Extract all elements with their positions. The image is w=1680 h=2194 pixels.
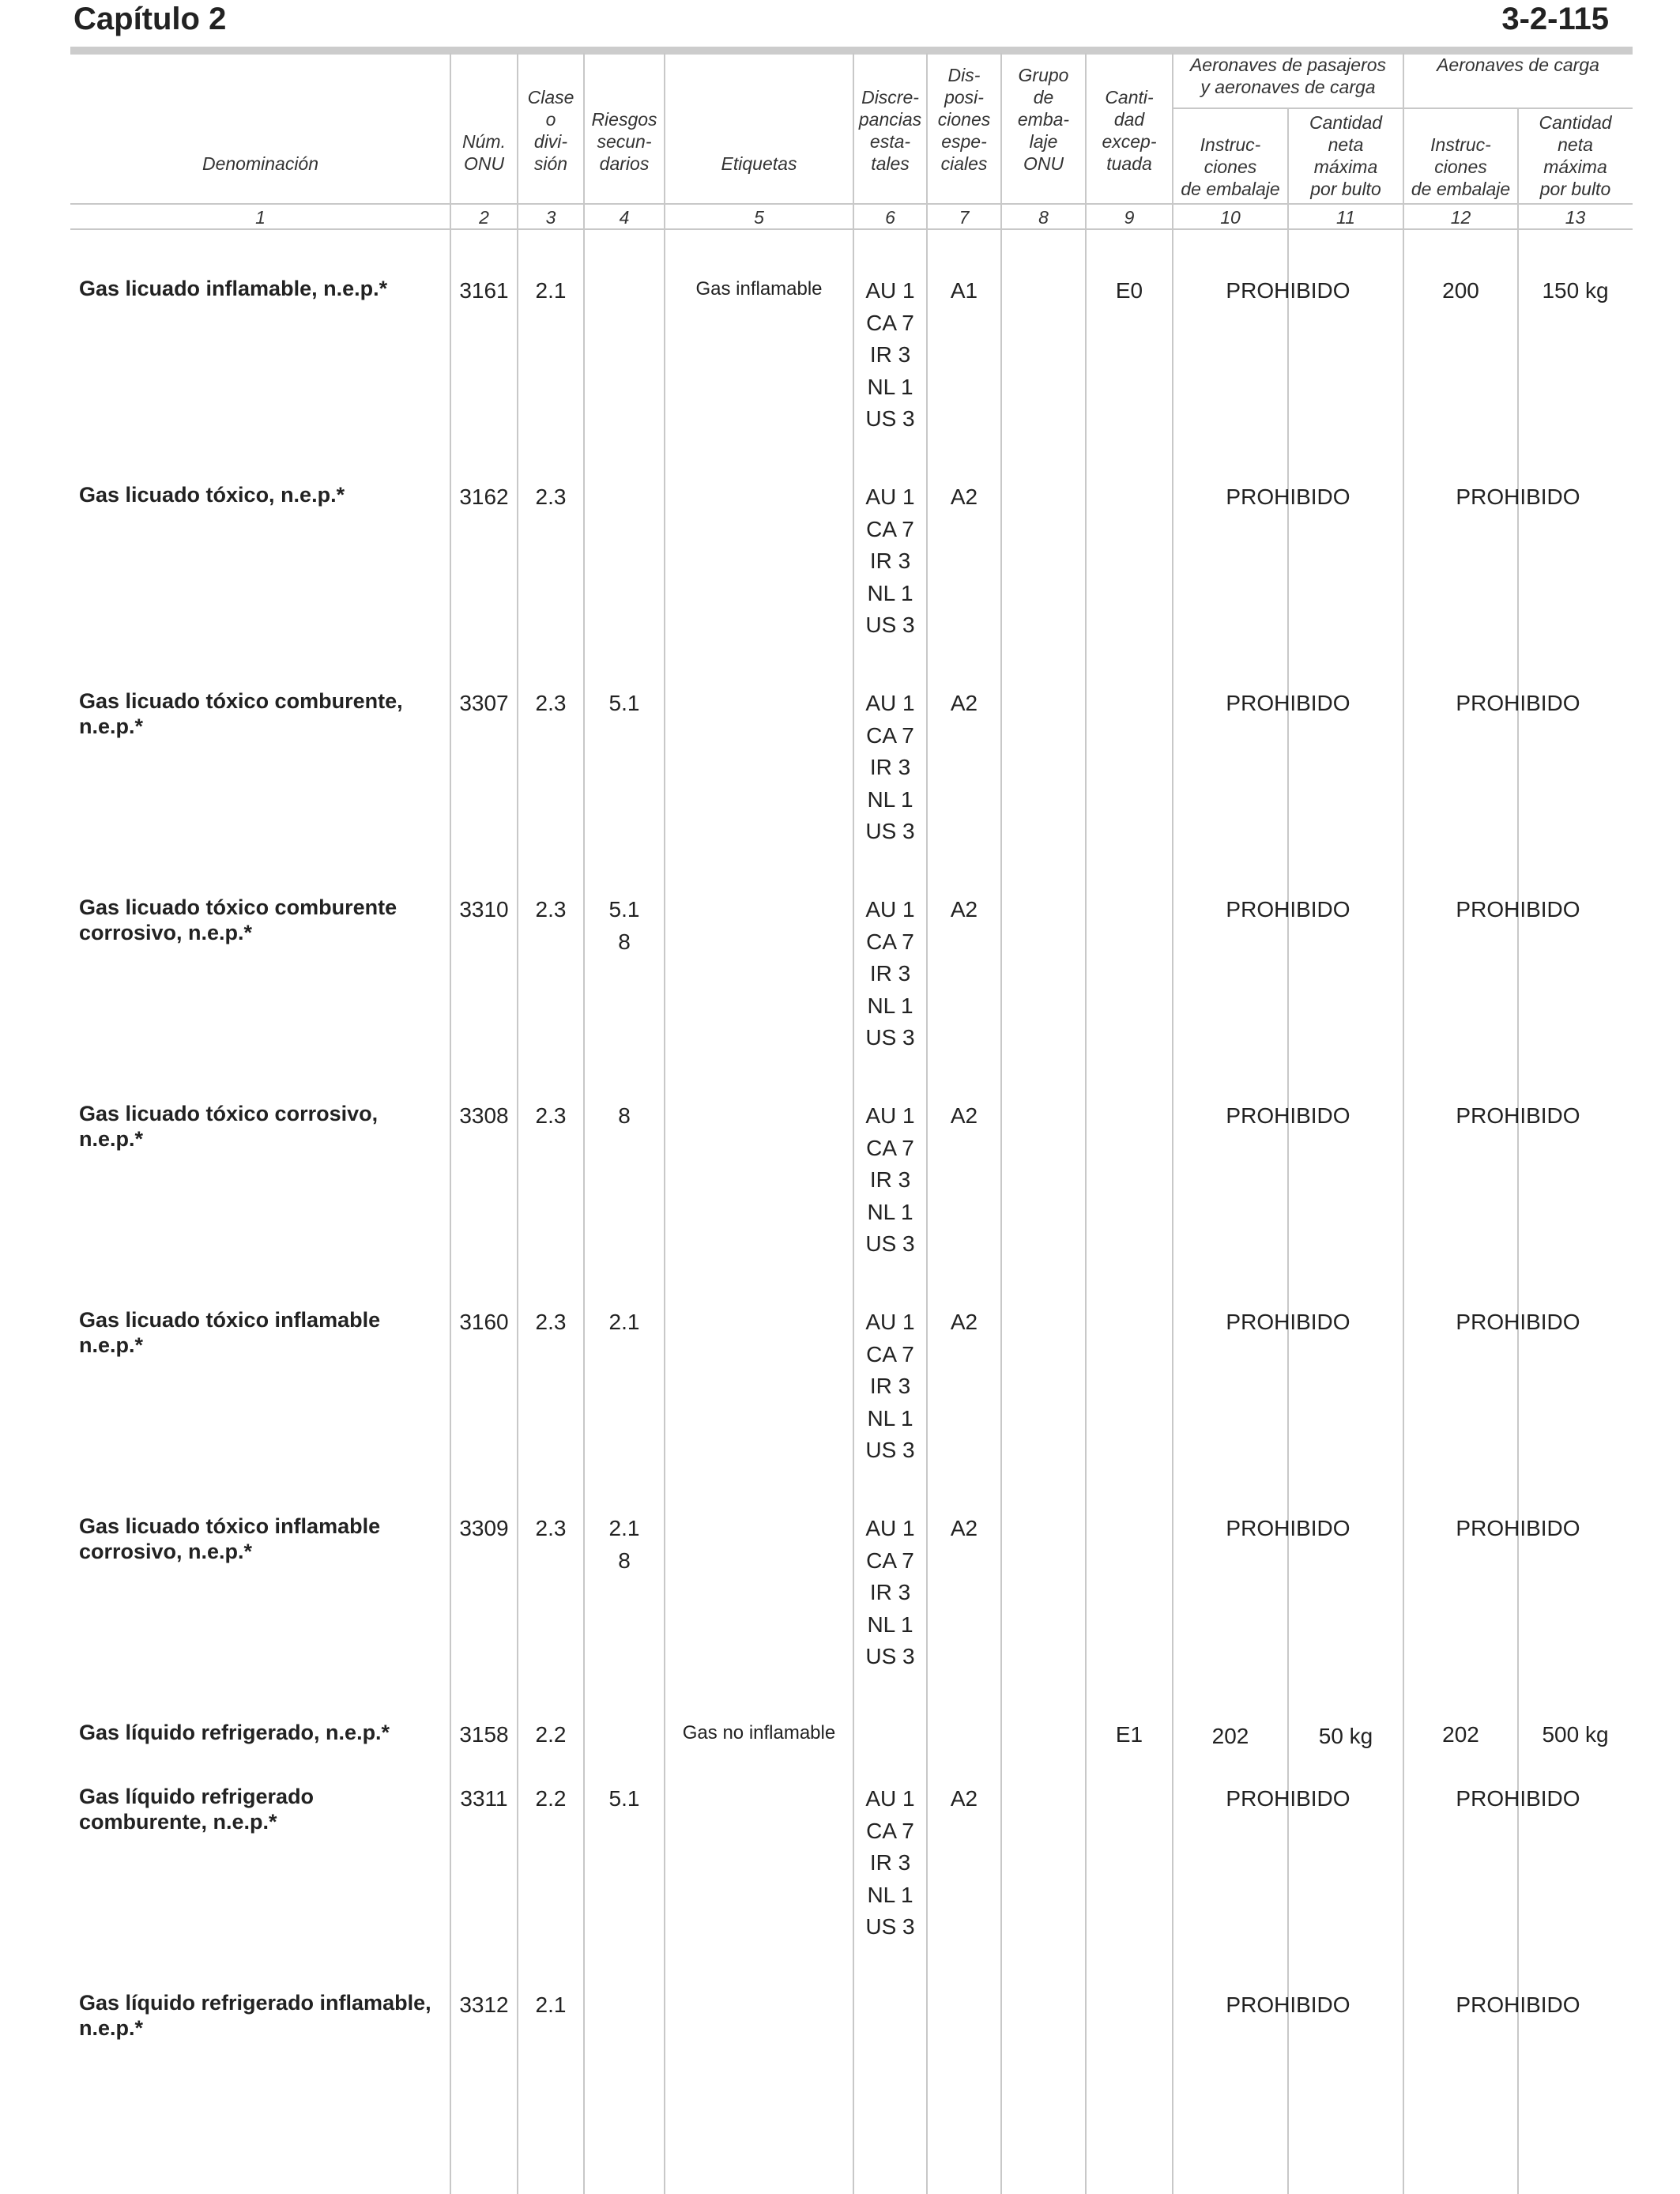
row-cargo-prohibido: PROHIBIDO (1456, 1786, 1580, 1811)
row-discrepancia-item: US 3 (865, 613, 915, 637)
row-discrepancia-item: US 3 (865, 1025, 915, 1050)
row-pax-prohibido: PROHIBIDO (1226, 1310, 1350, 1334)
column-number: 3 (545, 207, 556, 228)
column-divider (1287, 108, 1289, 2194)
column-number: 5 (754, 207, 764, 228)
row-cargo-instrucciones: 200 (1442, 278, 1479, 303)
row-discrepancia-item: AU 1 (865, 1516, 915, 1540)
row-discrepancia-item: US 3 (865, 1914, 915, 1939)
row-riesgos (584, 894, 665, 958)
row-discrepancia-item: US 3 (865, 819, 915, 843)
row-clase: 2.3 (535, 484, 567, 509)
header-instrucciones-cargo-line: Instruc- (1430, 134, 1491, 155)
row-denominacion: Gas licuado inflamable, n.e.p.* (79, 277, 388, 300)
row-disposiciones: A2 (950, 484, 978, 509)
header-discrepancias-line: Discre- (861, 87, 919, 107)
row-discrepancia-item: AU 1 (865, 484, 915, 509)
row-discrepancia-item: CA 7 (866, 516, 914, 541)
column-number: 2 (479, 207, 489, 228)
row-clase: 2.3 (535, 1310, 567, 1334)
row-discrepancia-item: AU 1 (865, 1786, 915, 1811)
column-number: 1 (255, 207, 266, 228)
row-cargo-prohibido: PROHIBIDO (1456, 1310, 1580, 1334)
header-cantidad-exceptuada-line: tuada (1106, 153, 1152, 174)
row-denominacion: Gas licuado tóxico inflamable n.e.p.* (79, 1308, 381, 1357)
row-discrepancias (853, 1513, 927, 1673)
row-pax-prohibido: PROHIBIDO (1226, 1103, 1350, 1128)
row-disposiciones: A2 (950, 897, 978, 922)
row-num-onu: 3160 (459, 1310, 509, 1334)
row-discrepancia-item: US 3 (865, 1644, 915, 1668)
header-clase-line: Clase (527, 87, 574, 107)
row-disposiciones: A2 (950, 1103, 978, 1128)
row-discrepancia-item: IR 3 (869, 548, 911, 573)
row-num-onu: 3158 (459, 1722, 509, 1747)
row-riesgo-item: 5.1 (608, 691, 640, 715)
row-riesgos (584, 1513, 665, 1577)
header-num-onu-line: Núm. (462, 131, 506, 152)
row-discrepancia-item: NL 1 (867, 1882, 913, 1907)
header-grupo-line: Grupo (1018, 65, 1069, 85)
header-clase-line: sión (533, 153, 568, 174)
row-discrepancia-item: IR 3 (869, 1580, 911, 1604)
header-disposiciones-line: ciales (940, 153, 988, 174)
row-discrepancia-item: CA 7 (866, 1341, 914, 1367)
header-grupo (1001, 64, 1086, 175)
column-divider (1517, 108, 1519, 2194)
row-pax-prohibido: PROHIBIDO (1226, 897, 1350, 922)
header-group-pasajeros-line: Aeronaves de pasajeros (1189, 55, 1387, 75)
row-clase: 2.1 (535, 278, 567, 303)
header-cantidad-neta-cargo-line: neta (1558, 134, 1593, 155)
row-riesgos (584, 1306, 665, 1339)
row-discrepancia-item: NL 1 (867, 374, 913, 399)
row-discrepancia-item: NL 1 (867, 786, 913, 812)
row-num-onu: 3312 (459, 1992, 509, 2017)
header-group-pasajeros (1173, 54, 1403, 98)
header-cantidad-neta-cargo-line: por bulto (1539, 179, 1611, 199)
row-cargo-cantidad: 150 kg (1542, 278, 1609, 303)
row-discrepancia-item: IR 3 (869, 1850, 911, 1875)
row-denominacion: Gas licuado tóxico comburente, n.e.p.* (79, 689, 403, 738)
page-number: 3-2-115 (1501, 2, 1609, 36)
header-cantidad-exceptuada (1086, 86, 1173, 175)
header-clase-line: o (545, 109, 556, 130)
row-cargo-prohibido: PROHIBIDO (1456, 1516, 1580, 1540)
column-number: 10 (1220, 207, 1241, 228)
header-cantidad-neta-pax-line: Cantidad (1309, 112, 1383, 133)
row-pax-cantidad: 50 kg (1318, 1724, 1373, 1748)
row-discrepancia-item: NL 1 (867, 1405, 913, 1431)
row-etiqueta: Gas no inflamable (682, 1722, 836, 1744)
row-cargo-prohibido: PROHIBIDO (1456, 691, 1580, 715)
header-instrucciones-cargo-line: de embalaje (1411, 179, 1511, 199)
header-disposiciones (927, 64, 1001, 175)
row-cargo-instrucciones: 202 (1442, 1722, 1479, 1747)
header-disposiciones-line: posi- (944, 87, 984, 107)
row-cantidad-exceptuada: E1 (1115, 1722, 1143, 1747)
header-disposiciones-line: espe- (941, 131, 987, 152)
header-discrepancias-line: pancias (858, 109, 922, 130)
header-num-onu (450, 130, 518, 175)
header-cantidad-neta-cargo-line: máxima (1543, 156, 1607, 177)
row-clase: 2.3 (535, 897, 567, 922)
header-cantidad-exceptuada-line: dad (1113, 109, 1145, 130)
header-cantidad-neta-pax-line: máxima (1313, 156, 1378, 177)
row-discrepancia-item: CA 7 (866, 1135, 914, 1160)
header-etiquetas (665, 153, 853, 175)
row-disposiciones: A2 (950, 1310, 978, 1334)
row-denominacion: Gas licuado tóxico, n.e.p.* (79, 483, 345, 507)
row-riesgo-item: 8 (618, 1547, 631, 1573)
header-grupo-line: laje (1029, 131, 1058, 152)
header-grupo-line: emba- (1017, 109, 1070, 130)
row-discrepancia-item: CA 7 (866, 310, 914, 335)
row-discrepancias (853, 1783, 927, 1943)
row-denominacion: Gas líquido refrigerado inflamable, n.e.p.* (79, 1991, 431, 2040)
row-clase: 2.3 (535, 1516, 567, 1540)
row-discrepancias (853, 894, 927, 1054)
row-denominacion: Gas líquido refrigerado comburente, n.e.p.* (79, 1785, 315, 1834)
header-clase (518, 86, 584, 175)
row-num-onu: 3161 (459, 278, 509, 303)
row-disposiciones: A1 (950, 278, 978, 303)
header-riesgos (584, 108, 665, 175)
header-num-onu-line: ONU (463, 153, 505, 174)
header-grupo-line: ONU (1023, 153, 1064, 174)
row-riesgo-item: 2.1 (608, 1516, 640, 1540)
row-riesgos (584, 1100, 665, 1133)
row-discrepancia-item: CA 7 (866, 929, 914, 954)
row-discrepancias (853, 481, 927, 642)
row-pax-prohibido: PROHIBIDO (1226, 1516, 1350, 1540)
row-denominacion: Gas licuado tóxico comburente corrosivo, n.e.p.* (79, 895, 397, 944)
header-etiquetas-line: Etiquetas (721, 153, 797, 174)
row-discrepancia-item: AU 1 (865, 1103, 915, 1128)
header-discrepancias (853, 86, 927, 175)
row-num-onu: 3311 (460, 1786, 508, 1811)
row-discrepancia-item: IR 3 (869, 755, 911, 779)
header-denominacion (70, 153, 450, 175)
row-riesgo-item: 8 (618, 1103, 631, 1128)
row-disposiciones: A2 (950, 1786, 978, 1811)
row-cantidad-exceptuada: E0 (1115, 278, 1143, 303)
header-disposiciones-line: Dis- (947, 65, 981, 85)
row-clase: 2.2 (535, 1722, 567, 1747)
header-group-carga: Aeronaves de carga (1437, 55, 1599, 75)
row-pax-prohibido: PROHIBIDO (1226, 1992, 1350, 2017)
row-discrepancia-item: US 3 (865, 1231, 915, 1256)
row-denominacion: Gas licuado tóxico corrosivo, n.e.p.* (79, 1102, 379, 1151)
row-discrepancias (853, 1306, 927, 1467)
row-cargo-prohibido: PROHIBIDO (1456, 1103, 1580, 1128)
header-instrucciones-pax-line: ciones (1203, 156, 1257, 177)
header-disposiciones-line: ciones (937, 109, 991, 130)
row-cargo-cantidad: 500 kg (1542, 1722, 1609, 1747)
header-riesgos-line: Riesgos (591, 109, 657, 130)
header-cantidad-neta-cargo (1518, 111, 1633, 200)
row-denominacion: Gas líquido refrigerado, n.e.p.* (79, 1721, 390, 1744)
row-clase: 2.2 (535, 1786, 567, 1811)
row-cargo-prohibido: PROHIBIDO (1456, 897, 1580, 922)
header-clase-line: divi- (533, 131, 568, 152)
row-cargo-prohibido: PROHIBIDO (1456, 1992, 1580, 2017)
header-cantidad-neta-pax (1288, 111, 1403, 200)
row-clase: 2.3 (535, 1103, 567, 1128)
row-denominacion: Gas licuado tóxico inflamable corrosivo, n.e.p.* (79, 1514, 381, 1563)
row-discrepancia-item: AU 1 (865, 1310, 915, 1334)
header-cantidad-neta-pax-line: por bulto (1310, 179, 1381, 199)
column-number: 7 (959, 207, 970, 228)
row-discrepancia-item: IR 3 (869, 1167, 911, 1192)
header-discrepancias-line: tales (871, 153, 910, 174)
column-number: 11 (1336, 207, 1355, 228)
header-group-pasajeros-line: y aeronaves de carga (1200, 77, 1376, 97)
header-instrucciones-pax (1173, 134, 1288, 200)
row-pax-prohibido: PROHIBIDO (1226, 691, 1350, 715)
row-discrepancia-item: CA 7 (866, 1547, 914, 1573)
row-discrepancia-item: US 3 (865, 1438, 915, 1462)
header-denominacion-line: Denominación (202, 153, 319, 174)
row-discrepancia-item: IR 3 (869, 342, 911, 367)
row-discrepancia-item: AU 1 (865, 278, 915, 303)
row-num-onu: 3308 (459, 1103, 509, 1128)
row-discrepancia-item: CA 7 (866, 722, 914, 748)
column-number: 8 (1038, 207, 1049, 228)
header-cantidad-neta-pax-line: neta (1328, 134, 1364, 155)
header-cantidad-neta-cargo-line: Cantidad (1539, 112, 1612, 133)
row-num-onu: 3310 (459, 897, 509, 922)
row-discrepancia-item: NL 1 (867, 993, 913, 1018)
row-riesgos (584, 688, 665, 720)
row-discrepancia-item: AU 1 (865, 897, 915, 922)
row-discrepancias (853, 1100, 927, 1261)
column-divider (1085, 53, 1087, 2194)
group-header-rule (1173, 107, 1633, 109)
row-discrepancia-item: IR 3 (869, 1374, 911, 1398)
row-discrepancia-item: NL 1 (867, 1199, 913, 1224)
column-number: 4 (619, 207, 630, 228)
row-clase: 2.3 (535, 691, 567, 715)
header-cantidad-exceptuada-line: Canti- (1105, 87, 1154, 107)
row-discrepancia-item: IR 3 (869, 961, 911, 986)
chapter-title: Capítulo 2 (73, 2, 227, 36)
header-cantidad-exceptuada-line: excep- (1102, 131, 1157, 152)
header-instrucciones-cargo (1403, 134, 1518, 200)
row-discrepancia-item: US 3 (865, 406, 915, 431)
row-clase: 2.1 (535, 1992, 567, 2017)
row-pax-prohibido: PROHIBIDO (1226, 1786, 1350, 1811)
row-disposiciones: A2 (950, 1516, 978, 1540)
row-discrepancias (853, 688, 927, 848)
header-grupo-line: de (1033, 87, 1054, 107)
column-number: 6 (885, 207, 895, 228)
row-discrepancia-item: CA 7 (866, 1818, 914, 1843)
row-riesgos (584, 1783, 665, 1815)
row-discrepancias (853, 275, 927, 435)
row-discrepancia-item: AU 1 (865, 691, 915, 715)
row-num-onu: 3309 (459, 1516, 509, 1540)
row-cargo-prohibido: PROHIBIDO (1456, 484, 1580, 509)
header-riesgos-line: darios (599, 153, 650, 174)
row-num-onu: 3307 (459, 691, 509, 715)
row-riesgo-item: 2.1 (608, 1310, 640, 1334)
row-pax-prohibido: PROHIBIDO (1226, 484, 1350, 509)
column-number-rule (70, 228, 1633, 230)
row-disposiciones: A2 (950, 691, 978, 715)
row-riesgo-item: 5.1 (608, 1786, 640, 1811)
row-discrepancia-item: NL 1 (867, 1612, 913, 1637)
row-num-onu: 3162 (459, 484, 509, 509)
header-instrucciones-pax-line: Instruc- (1200, 134, 1261, 155)
column-number: 12 (1450, 207, 1471, 228)
row-discrepancia-item: NL 1 (867, 580, 913, 605)
header-discrepancias-line: esta- (869, 131, 911, 152)
header-instrucciones-pax-line: de embalaje (1181, 179, 1280, 199)
row-pax-instrucciones: 202 (1211, 1724, 1249, 1748)
row-riesgo-item: 5.1 (608, 897, 640, 922)
row-etiqueta: Gas inflamable (695, 278, 823, 300)
header-bottom-rule (70, 203, 1633, 205)
column-number: 9 (1124, 207, 1135, 228)
column-number: 13 (1565, 207, 1586, 228)
row-riesgo-item: 8 (618, 929, 631, 954)
row-pax-prohibido: PROHIBIDO (1226, 278, 1350, 303)
header-riesgos-line: secun- (597, 131, 652, 152)
header-instrucciones-cargo-line: ciones (1434, 156, 1487, 177)
